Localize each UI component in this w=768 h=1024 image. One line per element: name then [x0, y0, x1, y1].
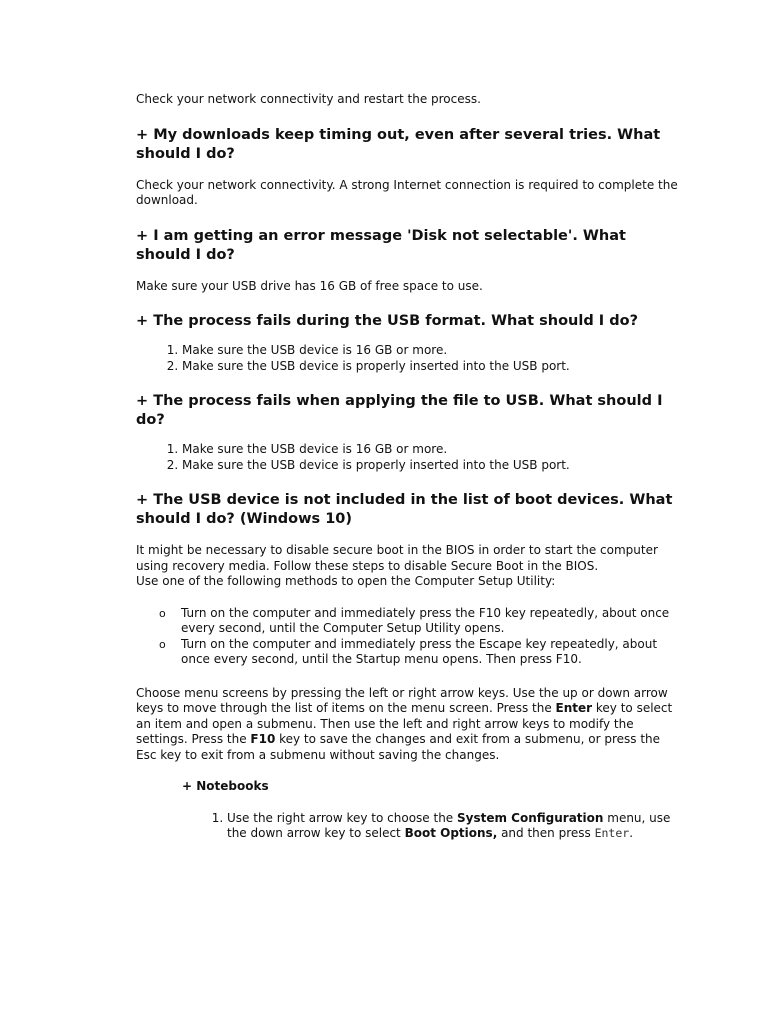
text-span: key to select an item and open a submenu. Then use the left and right arrow keys to modify the settings. Press the — [136, 701, 673, 746]
intro-text: Check your network connectivity and restart the process. — [136, 92, 481, 106]
text-span: and then press — [497, 826, 595, 840]
faq-applying-file-steps — [136, 442, 684, 473]
faq-question-disk-not-selectable: + I am getting an error message 'Disk not selectable'. What should I do? — [136, 227, 626, 263]
f10-key-label: F10 — [250, 732, 276, 746]
list-item — [159, 605, 684, 637]
faq-answer-downloads-timeout: Check your network connectivity. A strong Internet connection is required to complete the download. — [136, 177, 678, 207]
list-item-text: Turn on the computer and immediately press the F10 key repeatedly, about once every second, until the Computer Setup Utility opens. — [181, 605, 670, 635]
faq-boot-devices-para2: Use one of the following methods to open the Computer Setup Utility: — [136, 574, 556, 588]
document-page — [136, 92, 684, 842]
faq-question-usb-format: + The process fails during the USB format. What should I do? — [136, 313, 638, 329]
list-item — [227, 811, 684, 842]
circle-bullet-icon: o — [159, 637, 166, 651]
faq-question-boot-devices: + The USB device is not included in the list of boot devices. What should I do? (Windows 10) — [136, 492, 673, 527]
text-span: . — [629, 826, 634, 840]
enter-code-label: Enter — [594, 826, 630, 840]
list-item: 1. Make sure the USB device is 16 GB or more. — [182, 343, 684, 359]
notebooks-steps — [136, 811, 684, 842]
faq-answer-disk-not-selectable: Make sure your USB drive has 16 GB of free space to use. — [136, 278, 483, 293]
list-item-text: Turn on the computer and immediately press the Escape key repeatedly, about once every second, until the Startup menu opens. Then press F10. — [181, 636, 658, 666]
faq-boot-devices-para3 — [136, 686, 684, 764]
faq-question-downloads-timeout: + My downloads keep timing out, even after several tries. What should I do? — [136, 126, 661, 162]
list-item: 1. Make sure the USB device is 16 GB or more. — [182, 442, 684, 458]
notebooks-heading: + Notebooks — [182, 779, 269, 793]
enter-key-label: Enter — [555, 701, 593, 715]
setup-utility-methods — [136, 606, 684, 668]
text-span: menu, use the down arrow key to select — [227, 810, 671, 840]
list-item — [159, 636, 684, 668]
faq-boot-devices-para1: It might be necessary to disable secure boot in the BIOS in order to start the computer using recovery media. Follow these steps to disable Secure Boot in the BIOS. — [136, 543, 658, 573]
faq-usb-format-steps — [136, 343, 684, 374]
text-span: Choose menu screens by pressing the left or right arrow keys. Use the up or down arrow keys to move through the list of items on the menu screen. Press the — [136, 685, 668, 715]
text-span: key to save the changes and exit from a submenu, or press the Esc key to exit from a submenu without saving the changes. — [136, 732, 661, 762]
list-item: 2. Make sure the USB device is properly inserted into the USB port. — [182, 359, 684, 375]
circle-bullet-icon: o — [159, 606, 166, 620]
list-item: 2. Make sure the USB device is properly inserted into the USB port. — [182, 458, 684, 474]
system-configuration-label: System Configuration — [457, 810, 604, 825]
faq-question-applying-file: + The process fails when applying the file to USB. What should I do? — [136, 393, 663, 428]
text-span: Use the right arrow key to choose the — [227, 810, 457, 825]
boot-options-label: Boot Options, — [404, 826, 498, 840]
